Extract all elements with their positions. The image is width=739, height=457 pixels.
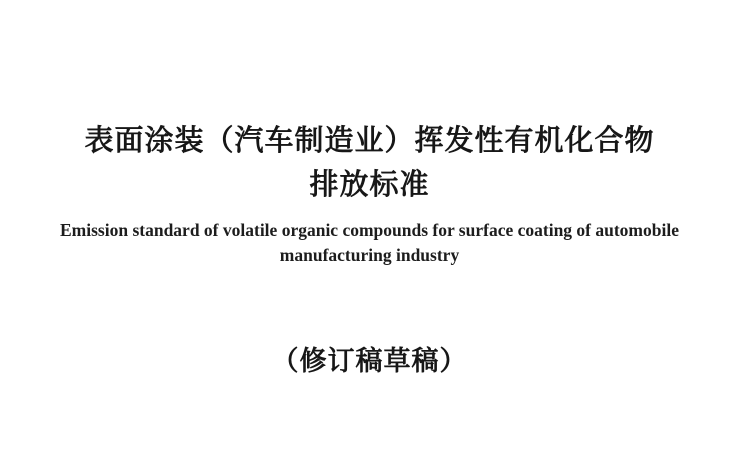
document-title-english bbox=[40, 218, 700, 268]
document-title-chinese-line-2: 排放标准 bbox=[309, 167, 430, 201]
document-title-english-line-2: manufacturing industry bbox=[279, 245, 460, 265]
document-revision-subtitle: （修订稿草稿） bbox=[271, 346, 468, 377]
document-title-chinese bbox=[20, 118, 720, 206]
document-title-english-line-1: Emission standard of volatile organic compounds for surface coating of automobile bbox=[60, 220, 679, 240]
document-title-chinese-line-1: 表面涂装（汽车制造业）挥发性有机化合物 bbox=[84, 123, 655, 157]
